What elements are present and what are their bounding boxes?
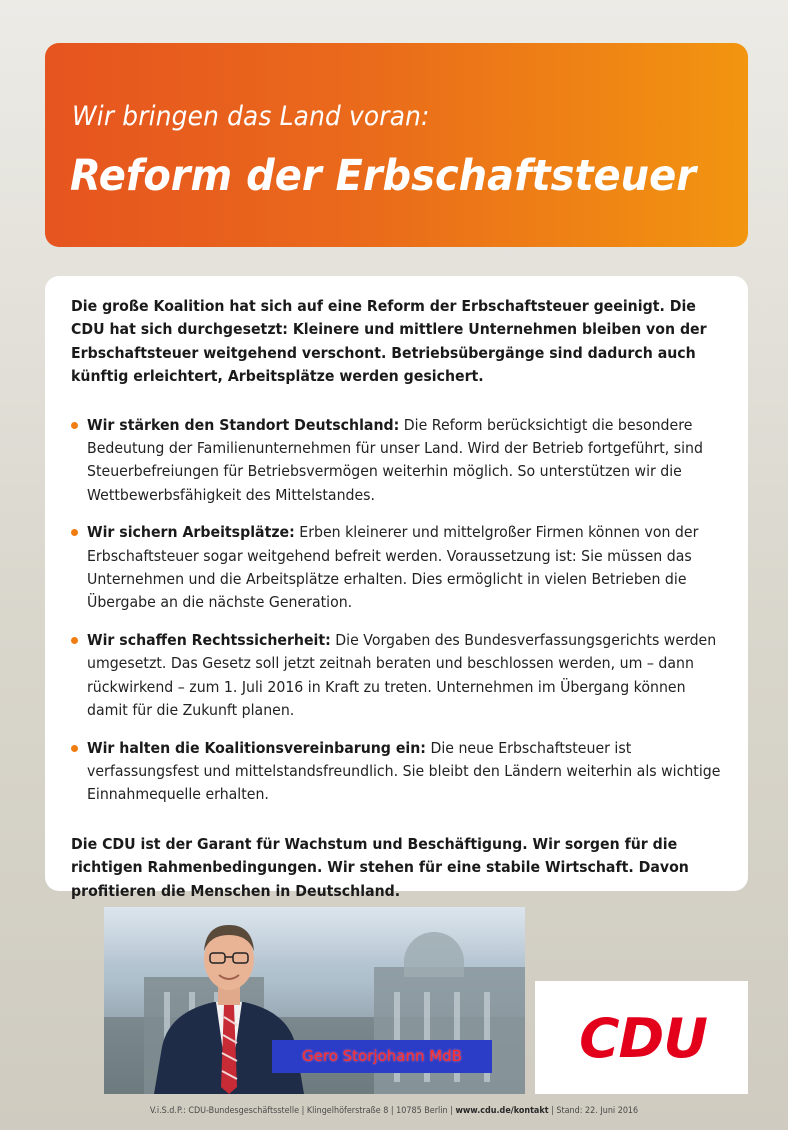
bullet-list [71,414,726,807]
bullet-text [87,737,727,807]
bullet-lead: Wir sichern Arbeitsplätze: [87,523,295,542]
header-headline: Reform der Erbschaftsteuer [70,151,697,201]
bullet-body: Die Vorgaben des Bundesverfassungsgerichts werden umgesetzt. Das Gesetz soll jetzt zeitnah beraten und beschlossen werden, um – dann rückwirkend – zum 1. Juli 2016 in Kraft zu treten. Unternehmen im Übergang können damit für die Zukunft planen. [87,630,717,720]
content-body [71,295,726,903]
bullet-text [87,521,727,615]
closing-paragraph: Die CDU ist der Garant für Wachstum und Beschäftigung. Wir sorgen für die richtigen Rahmenbedingungen. Wir stehen für eine stabile Wirtschaft. Davon profitieren die Menschen in Deutschland. [71,834,689,900]
bullet-lead: Wir halten die Koalitionsvereinbarung ein: [87,738,426,757]
imprint [16,1105,772,1115]
politician-photo [104,907,525,1094]
bullet-body: Die Reform berücksichtigt die besondere Bedeutung der Familienunternehmen für unser Land. Wird der Betrieb fortgeführt, sind Steuerbefreiungen für Betriebsvermögen weiterhin möglich. So unterstützen wir die Wettbewerbsfähigkeit des Mittelstandes. [87,415,703,504]
imprint-link[interactable]: www.cdu.de/kontakt [455,1105,549,1115]
bullet-dot-icon [71,422,78,429]
list-item [71,737,726,807]
imprint-text: V.i.S.d.P.: CDU-Bundesgeschäftsstelle | Klingelhöferstraße 8 | 10785 Berlin | [149,1105,456,1115]
intro-paragraph: Die große Koalition hat sich auf eine Reform der Erbschaftsteuer geeinigt. Die CDU hat sich durchgesetzt: Kleinere und mittlere Unternehmen bleiben von der Erbschaftsteuer weitgehend verschont. Betriebsübergänge sind dadurch auch künftig erleichtert, Arbeitsplätze werden gesichert. [71,297,707,386]
list-item [71,414,726,508]
bullet-lead: Wir schaffen Rechtssicherheit: [87,630,331,649]
logo-box [535,981,748,1094]
list-item [71,629,726,723]
bullet-dot-icon [71,637,78,644]
content-card [45,276,748,900]
bullet-dot-icon [71,529,78,536]
bullet-text [87,414,727,508]
bullet-body: Erben kleinerer und mittelgroßer Firmen können von der Erbschaftsteuer sogar weitgehend befreit werden. Voraussetzung ist: Sie müssen das Unternehmen und die Arbeitsplätze erhalten. Dies ermöglicht in vielen Betrieben die Übergabe an die nächste Generation. [87,523,699,612]
cdu-logo: CDU [579,1007,707,1070]
header-banner [45,43,748,247]
name-tag: Gero Storjohann MdB [272,1040,492,1073]
bullet-dot-icon [71,745,78,752]
bullet-text [87,629,727,723]
dome-shape [404,932,464,977]
header-kicker: Wir bringen das Land voran: [72,101,430,132]
list-item [71,521,726,615]
bullet-lead: Wir stärken den Standort Deutschland: [87,415,400,434]
bullet-body: Die neue Erbschaftsteuer ist verfassungsfest und mittelstandsfreundlich. Sie bleibt den Ländern weiterhin als wichtige Einnahmequelle erhalten. [87,738,721,804]
imprint-date: | Stand: 22. Juni 2016 [548,1105,639,1115]
